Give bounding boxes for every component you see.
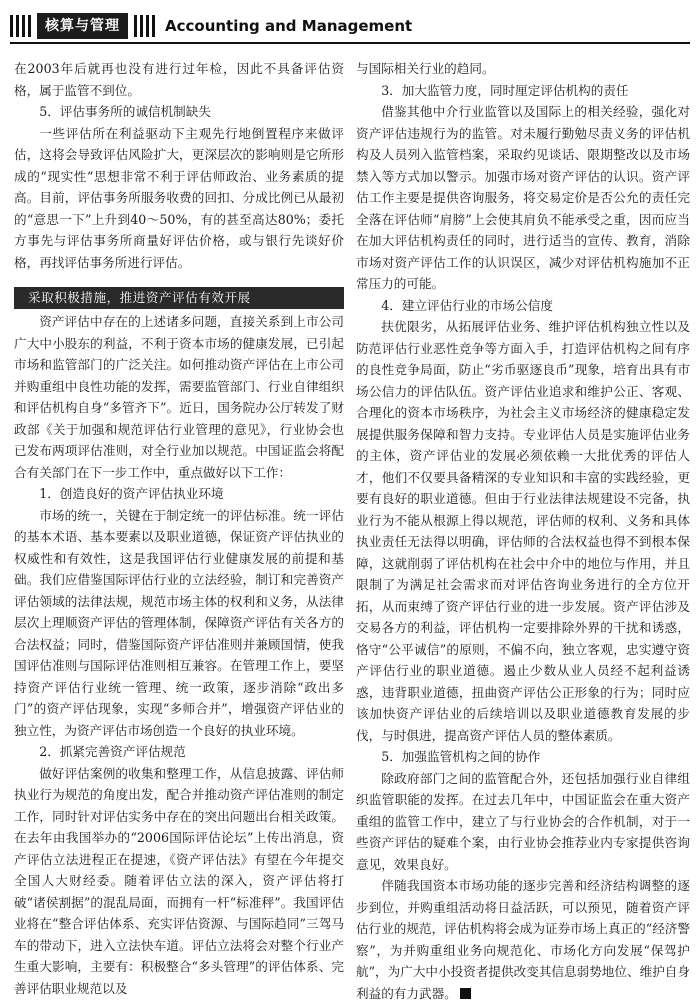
page-header — [10, 13, 690, 39]
paragraph: 资产评估中存在的上述诸多问题，直接关系到上市公司广大中小股东的利益，不利于资本市场的健康发展，已引起市场和监管部门的广泛关注。如何推动资产评估在上市公司并购重组中良性功能的发挥，需要监管部门、行业自律组织和评估机构自身“多管齐下”。近日，国务院办公厅转发了财政部《关于加强和规范评估行业管理的意见》，行业协会也已发布两项评估准则，对全行业加以规范。中国证监会将配合有关部门在下一步工作中，重点做好以下工作： — [14, 314, 344, 480]
paragraph: 一些评估所在利益驱动下主观先行地倒置程序来做评估，这将会导致评估风险扩大，更深层次的影响则是它所形成的“现实性”思想非常不利于评估师政治、业务素质的提高。目前，评估事务所服务收费的回扣、分成比例已从最初的“意思一下”上升到40～50%，有的甚至高达80%；委托方事先与评估事务所商量好评估价格，或与银行先谈好价格，再找评估事务所进行评估。 — [14, 125, 344, 270]
paragraph: 与国际相关行业的趋同。 — [356, 61, 495, 76]
paragraph: 扶优限劣，从拓展评估业务、维护评估机构独立性以及防范评估行业恶性竞争等方面入手，打造评估机构之间有序的良性竞争局面，防止“劣币驱逐良币”现象，培育出具有市场公信力的评估队伍。资产评估业追求和维护公正、客观、合理化的资本市场秩序，为社会主义市场经济的健康稳定发展提供服务保障和智力支持。专业评估人员是实施评估业务的主体，资产评估业的发展必须依赖一大批优秀的评估人才，他们不仅要具备精深的专业知识和丰富的实践经验，更要有良好的职业道德。但由于行业法律法规建设不完备，执业行为不能从根源上得以规范，评估师的权利、义务和具体执业责任无法得以明确，评估师的合法权益也得不到根本保障，这就削弱了评估机构在社会中介中的地位与作用，并且限制了为满足社会需求而对评估咨询业务进行的全方位开拓，从而束缚了资产评估行业的进一步发展。资产评估涉及交易各方的利益，评估机构一定要排除外界的干扰和诱惑，恪守“公平诚信”的原则，不偏不向，独立客观，忠实遵守资产评估行业的职业道德。遏止少数从业人员经不起利益诱惑，违背职业道德，扭曲资产评估公正形象的行为；同时应该加快资产评估业的后续培训以及职业道德教育发展的步伐，与时俱进，提高资产评估人员的整体素质。 — [356, 319, 690, 743]
subheading: 3．加大监管力度，同时厘定评估机构的责任 — [381, 82, 629, 98]
paragraph: 做好评估案例的收集和整理工作，从信息披露、评估师执业行为规范的角度出发，配合并推动资产评估准则的制定工作，同时针对评估实务中存在的突出问题出台相关政策。在去年由我国举办的“2006国际评估论坛”上传出消息，资产评估立法进程正在提速，《资产评估法》有望在今年提交全国人大财经委。随着评估立法的深入，资产评估将打破“诸侯割据”的混乱局面，而拥有一杆“标准秤”。我国评估业将在“整合评估体系、充实评估资源、与国际趋同”三驾马车的带动下，进入立法快车道。评估立法将会对整个行业产生重大影响，主要有：积极整合“多头管理”的评估体系、完善评估职业规范以及 — [14, 765, 344, 996]
subheading: 5．加强监管机构之间的协作 — [381, 749, 541, 764]
section-title-cn: 核算与管理 — [37, 13, 128, 39]
paragraph: 在2003年后就再也没有进行过年检，因此不具备评估资格，属于监管不到位。 — [14, 61, 344, 98]
paragraph-final — [356, 875, 690, 1004]
header-bars-left — [10, 13, 31, 39]
right-column — [356, 58, 690, 1004]
end-of-article-mark — [460, 988, 471, 999]
subheading: 1．创造良好的资产评估执业环境 — [39, 486, 224, 501]
section-banner: 采取积极措施，推进资产评估有效开展 — [14, 287, 344, 309]
subheading: 5．评估事务所的诚信机制缺失 — [39, 104, 211, 119]
left-column — [14, 58, 344, 999]
subheading: 4．建立评估行业的市场公信度 — [381, 297, 553, 313]
paragraph-final-text: 伴随我国资本市场功能的逐步完善和经济结构调整的逐步到位，并购重组活动将日益活跃，可以预见，随着资产评估行业的规范，评估机构将会成为证券市场上真正的“经济警察”，为并购重组业务向规范化、市场化方向发展“保驾护航”，为广大中小投资者提供改变其信息弱势地位、维护自身利益的有力武器。 — [356, 878, 690, 1001]
paragraph: 除政府部门之间的监管配合外，还包括加强行业自律组织监管职能的发挥。在过去几年中，中国证监会在重大资产重组的监管工作中，建立了与行业协会的合作机制，对于一些资产评估的疑难个案，由行业协会推荐业内专家提供咨询意见，效果良好。 — [356, 770, 690, 872]
header-rule — [10, 42, 690, 44]
paragraph: 借鉴其他中介行业监管以及国际上的相关经验，强化对资产评估违规行为的监管。对未履行勤勉尽责义务的评估机构及人员列入监管档案，采取约见谈话、限期整改以及市场禁入等方式加以警示。加强市场对资产评估的认识。资产评估工作主要是提供咨询服务，将交易定价是否公允的责任完全落在评估师“肩膀”上会使其肩负不能承受之重，因而应当在加大评估机构责任的同时，进行适当的宣传、教育，消除市场对资产评估工作的认识误区，减少对评估机构施加不正常压力的可能。 — [356, 104, 690, 291]
section-title-en: Accounting and Management — [165, 17, 413, 35]
subheading: 2．抓紧完善资产评估规范 — [39, 744, 186, 759]
paragraph: 市场的统一，关键在于制定统一的评估标准。统一评估的基本术语、基本要素以及职业道德，保证资产评估执业的权威性和有效性，这是我国评估行业健康发展的前提和基础。我们应借鉴国际评估行业的立法经验，制订和完善资产评估领域的法律法规，规范市场主体的权利和义务，从法律层次上理顺资产评估的管理体制，保障资产评估有关各方的合法权益；同时，借鉴国际资产评估准则并兼顾国情，使我国评估准则与国际评估准则相互兼容。在管理工作上，要坚持资产评估行业统一管理、统一政策，逐步消除“政出多门”的资产评估现象，实现“多师合并”，增强资产评估业的独立性，为资产评估市场创造一个良好的执业环境。 — [14, 507, 344, 738]
header-bars-right — [134, 13, 155, 39]
